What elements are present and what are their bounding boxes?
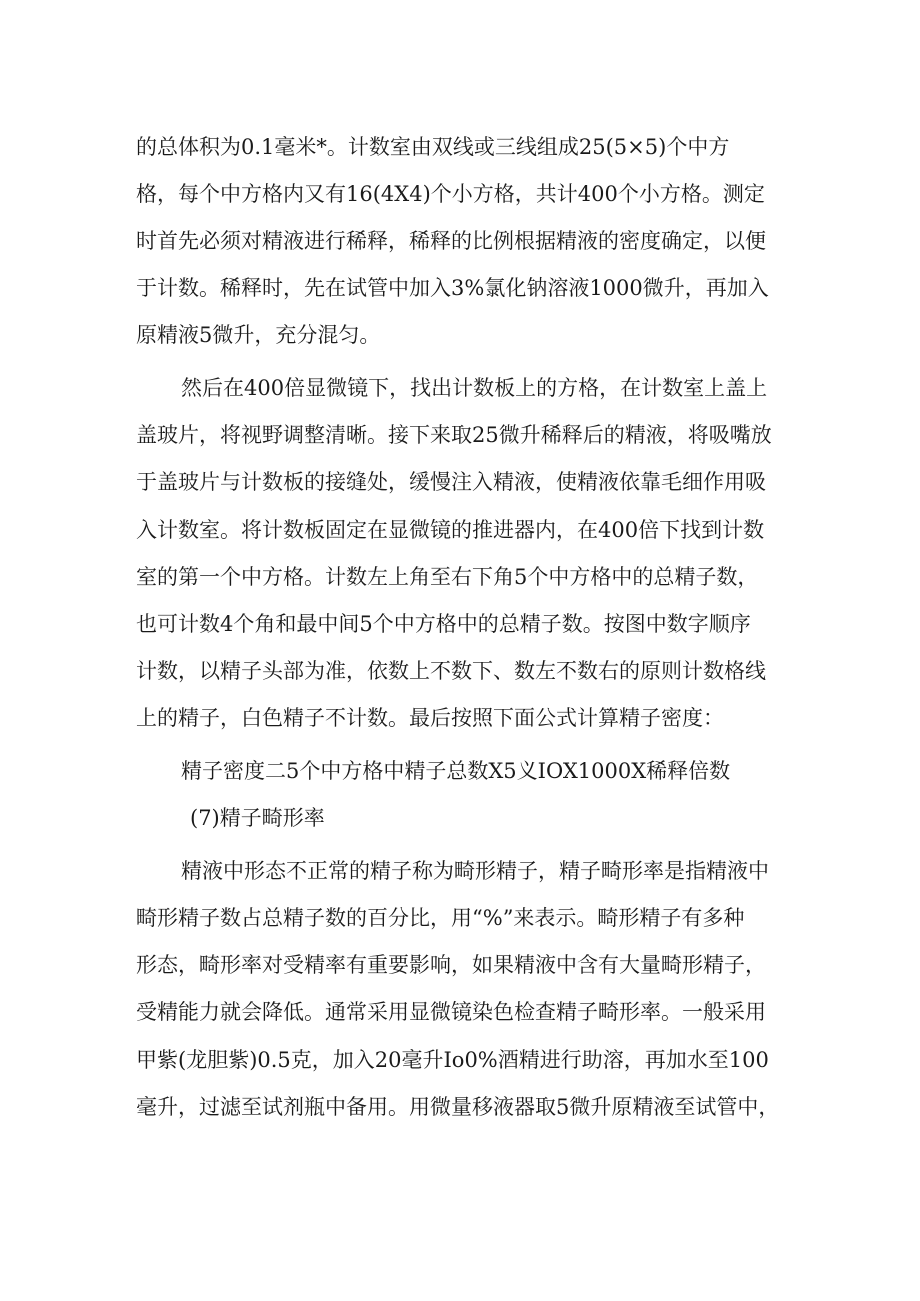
paragraph-2-line: 室的第一个中方格。计数左上角至右下角5个中方格中的总精子数， [136, 565, 759, 589]
paragraph-2-line: 计数，以精子头部为准，依数上不数下、数左不数右的原则计数格线 [136, 659, 766, 683]
paragraph-3-line: 精液中形态不正常的精子称为畸形精子，精子畸形率是指精液中 [181, 859, 769, 883]
paragraph-2-line: 入计数室。将计数板固定在显微镜的推进器内，在400倍下找到计数 [136, 518, 765, 542]
paragraph-3-line: 受精能力就会降低。通常采用显微镜染色检查精子畸形率。一般采用 [136, 1000, 766, 1024]
paragraph-1-line: 原精液5微升，充分混匀。 [136, 323, 381, 347]
paragraph-2-line: 然后在400倍显微镜下，找出计数板上的方格，在计数室上盖上 [181, 376, 768, 400]
paragraph-1-line: 时首先必须对精液进行稀释，稀释的比例根据精液的密度确定，以便 [136, 229, 766, 253]
paragraph-3-line: 形态，畸形率对受精率有重要影响，如果精液中含有大量畸形精子， [136, 953, 766, 977]
paragraph-1-line: 于计数。稀释时，先在试管中加入3%氯化钠溶液1000微升，再加入 [136, 276, 769, 300]
paragraph-3-line: 畸形精子数占总精子数的百分比，用“%”来表示。畸形精子有多种 [136, 906, 745, 930]
paragraph-3-line: 毫升，过滤至试剂瓶中备用。用微量移液器取5微升原精液至试管中， [136, 1095, 780, 1119]
paragraph-1-line: 格，每个中方格内又有16(4X4)个小方格，共计400个小方格。测定 [136, 182, 765, 206]
paragraph-1-line: 的总体积为0.1毫米*。计数室由双线或三线组成25(5×5)个中方 [136, 135, 730, 159]
section-heading: (7)精子畸形率 [190, 806, 325, 830]
paragraph-2-line: 也可计数4个角和最中间5个中方格中的总精子数。按图中数字顺序 [136, 612, 751, 636]
paragraph-2-line: 盖玻片，将视野调整清晰。接下来取25微升稀释后的精液，将吸嘴放 [136, 423, 772, 447]
density-formula: 精子密度二5个中方格中精子总数X5义IOX1000X稀释倍数 [181, 759, 731, 783]
paragraph-3-line: 甲紫(龙胆紫)0.5克，加入20毫升Io0%酒精进行助溶，再加水至100 [136, 1048, 769, 1072]
paragraph-2-line: 于盖玻片与计数板的接缝处，缓慢注入精液，使精液依靠毛细作用吸 [136, 470, 766, 494]
paragraph-2-line: 上的精子，白色精子不计数。最后按照下面公式计算精子密度： [136, 706, 724, 730]
